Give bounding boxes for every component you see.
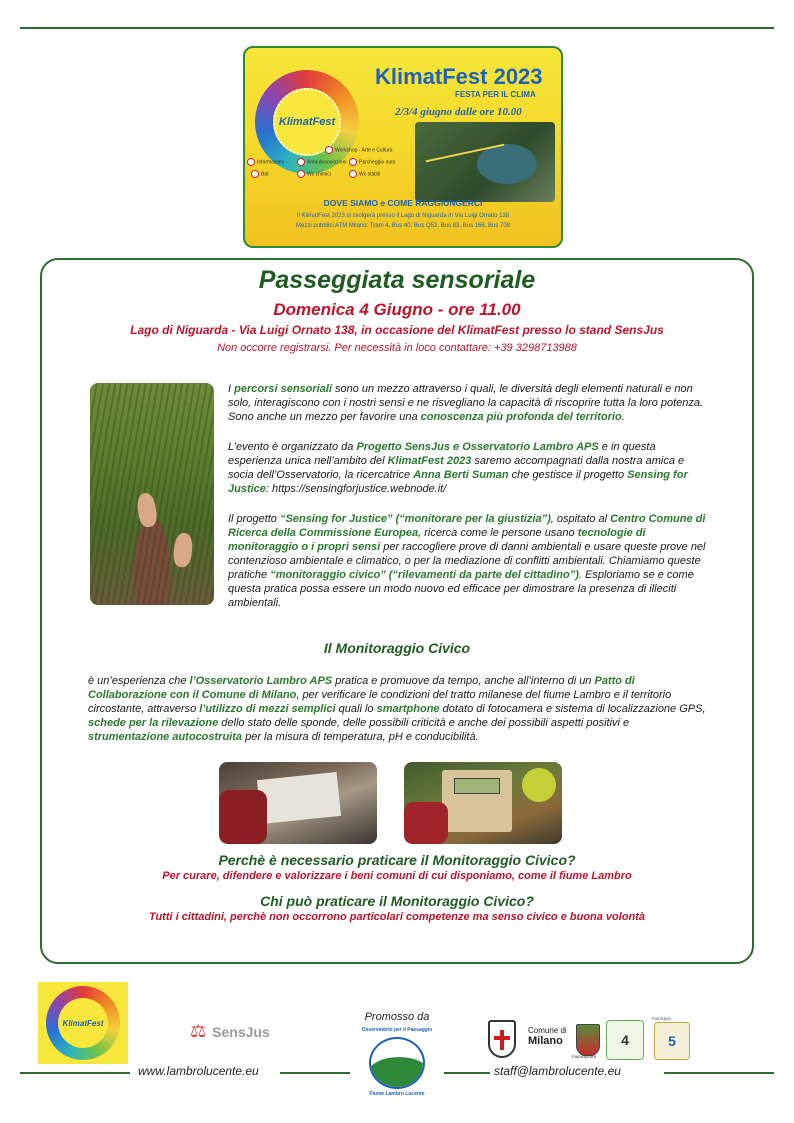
banner-where-title: DOVE SIAMO e COME RAGGIUNGERCI — [323, 198, 483, 208]
banner-info-line: Il KlimatFest 2023 si svolgerà presso il Lago di Niguarda in Via Luigi Ornato 138 — [296, 213, 510, 219]
lake-shape — [477, 144, 537, 184]
municipio-5-label: municipio — [652, 1016, 672, 1021]
marker-icon — [297, 170, 305, 178]
email-link[interactable]: staff@lambrolucente.eu — [494, 1064, 621, 1078]
municipio-tre-shield-icon — [576, 1024, 600, 1056]
osservatorio-logo: Osservatorio per il Paesaggio Fiume Lambro Lucente — [361, 1027, 433, 1097]
scales-icon: ⚖ — [190, 1021, 207, 1041]
marker-icon — [349, 170, 357, 178]
marker-icon — [297, 158, 305, 166]
banner-dates: 2/3/4 giugno dalle ore 10.00 — [395, 106, 522, 118]
sensjus-logo: ⚖ SensJus — [190, 1021, 270, 1041]
top-divider — [20, 27, 774, 29]
legend-item: Wc chimici — [297, 170, 331, 178]
footer-divider — [280, 1072, 350, 1074]
faq-question-why: Perchè è necessario praticare il Monitoraggio Civico? — [218, 852, 576, 868]
website-link[interactable]: www.lambrolucente.eu — [138, 1064, 259, 1078]
banner-title: KlimatFest 2023 — [375, 64, 543, 89]
footer-divider — [664, 1072, 774, 1074]
legend-item: Workshop - Arte e Cultura — [325, 146, 392, 154]
faq-question-who: Chi può praticare il Monitoraggio Civico? — [260, 893, 534, 909]
event-place: Lago di Niguarda - Via Luigi Ornato 138, in occasione del KlimatFest presso lo stand SensJus — [130, 323, 664, 337]
organizer-paragraph: L’evento è organizzato da Progetto SensJus e Osservatorio Lambro APS e in questa esperienza unica nell’ambito del KlimatFest 2023 saremo accompagnati dalla nostra amica e socia dell’Osservatorio, la ricercatrice Anna Berti Suman che gestisce il progetto Sensing for Justice: https://sensingforjustice.webnode.it/ — [228, 441, 688, 495]
intro-paragraph: I percorsi sensoriali sono un mezzo attraverso i quali, le diversità degli elementi naturali e non solo, interagiscono con i nostri sensi e ne risvegliano la capacità di riscoprire tutta la loro potenza. Sono anche un mezzo per favorire una conoscenza più profonda del territorio. — [228, 383, 704, 423]
foot-shape — [172, 532, 193, 568]
legend-item: Wc stabili — [349, 170, 380, 178]
monitoring-paragraph: è un’esperienza che l’Osservatorio Lambro APS pratica e promuove da tempo, anche all’interno di un Patto di Collaborazione con il Comune di Milano, per verificare le condizioni del tratto milanese del fiume Lambro e il territorio circostante, attraverso l’utilizzo di mezzi semplici quali lo smartphone dotato di fotocamera e sistema di localizzazione GPS, schede per la rilevazione dello stato delle sponde, delle possibili criticità e anche dei possibili aspetti positivi e strumentazione autocostruita per la misura di temperatura, pH e conducibilità. — [88, 675, 706, 743]
map-image — [415, 122, 555, 202]
banner-subtitle: FESTA PER IL CLIMA — [455, 90, 536, 99]
municipio-4-logo: 4 — [606, 1020, 644, 1060]
footer-divider — [20, 1072, 130, 1074]
event-registration: Non occorre registrarsi. Per necessità in loco contattare: +39 3298713988 — [217, 342, 577, 354]
monitoring-heading: Il Monitoraggio Civico — [323, 640, 471, 656]
banner-info-line: Mezzi pubblici ATM Milano: Tram 4, Bus 40, Bus Q52, Bus 83, Bus 166, Bus 708 — [296, 223, 510, 229]
event-title: Passeggiata sensoriale — [258, 266, 536, 294]
legend-item: Parcheggio auto — [349, 158, 395, 166]
klimatfest-banner — [243, 46, 563, 248]
legend-item: Informazioni — [247, 158, 284, 166]
faq-answer-who: Tutti i cittadini, perchè non occorrono particolari competenze ma senso civico e buona volontà — [148, 911, 646, 923]
municipio-tre-label: municipiotre — [572, 1054, 597, 1059]
marker-icon — [349, 158, 357, 166]
footer-divider — [444, 1072, 490, 1074]
municipio-5-logo: 5 — [654, 1022, 690, 1060]
comune-milano-label: Comune di Milano — [528, 1026, 567, 1047]
diy-sensor-photo — [404, 762, 562, 844]
faq-answer-why: Per curare, difendere e valorizzare i beni comuni di cui disponiamo, come il fiume Lambro — [162, 870, 632, 882]
project-paragraph: Il progetto “Sensing for Justice” (“monitorare per la giustizia”), ospitato al Centro Comune di Ricerca della Commissione Europea, ricerca come le persone usano tecnologie di monitoraggio o i propri sensi per raccogliere prove di danni ambientali e usare queste prove nel contenzioso ambientale e climatico, o per la mediazione di conflitti ambientali. Chiamiamo queste pratiche “monitoraggio civico” (“rilevamenti da parte del cittadino”). Esploriamo se e come questa pratica possa essere un modo nuovo ed efficace per dimostrare la presenza di illeciti ambientali. — [228, 513, 706, 609]
klimatfest-logo: KlimatFest — [38, 982, 128, 1064]
bare-feet-photo — [90, 383, 214, 605]
survey-form-photo — [219, 762, 377, 844]
marker-icon — [251, 170, 259, 178]
event-date: Domenica 4 Giugno - ore 11.00 — [273, 300, 521, 319]
promoted-by-label: Promosso da — [364, 1011, 430, 1023]
foot-shape — [136, 492, 159, 528]
marker-icon — [247, 158, 255, 166]
ring-label: KlimatFest — [278, 116, 336, 128]
partner-logos — [488, 1016, 698, 1062]
milano-shield-icon — [488, 1020, 516, 1058]
legend-item: Area Associazioni — [297, 158, 346, 166]
legend-item: Bar — [251, 170, 269, 178]
marker-icon — [325, 146, 333, 154]
